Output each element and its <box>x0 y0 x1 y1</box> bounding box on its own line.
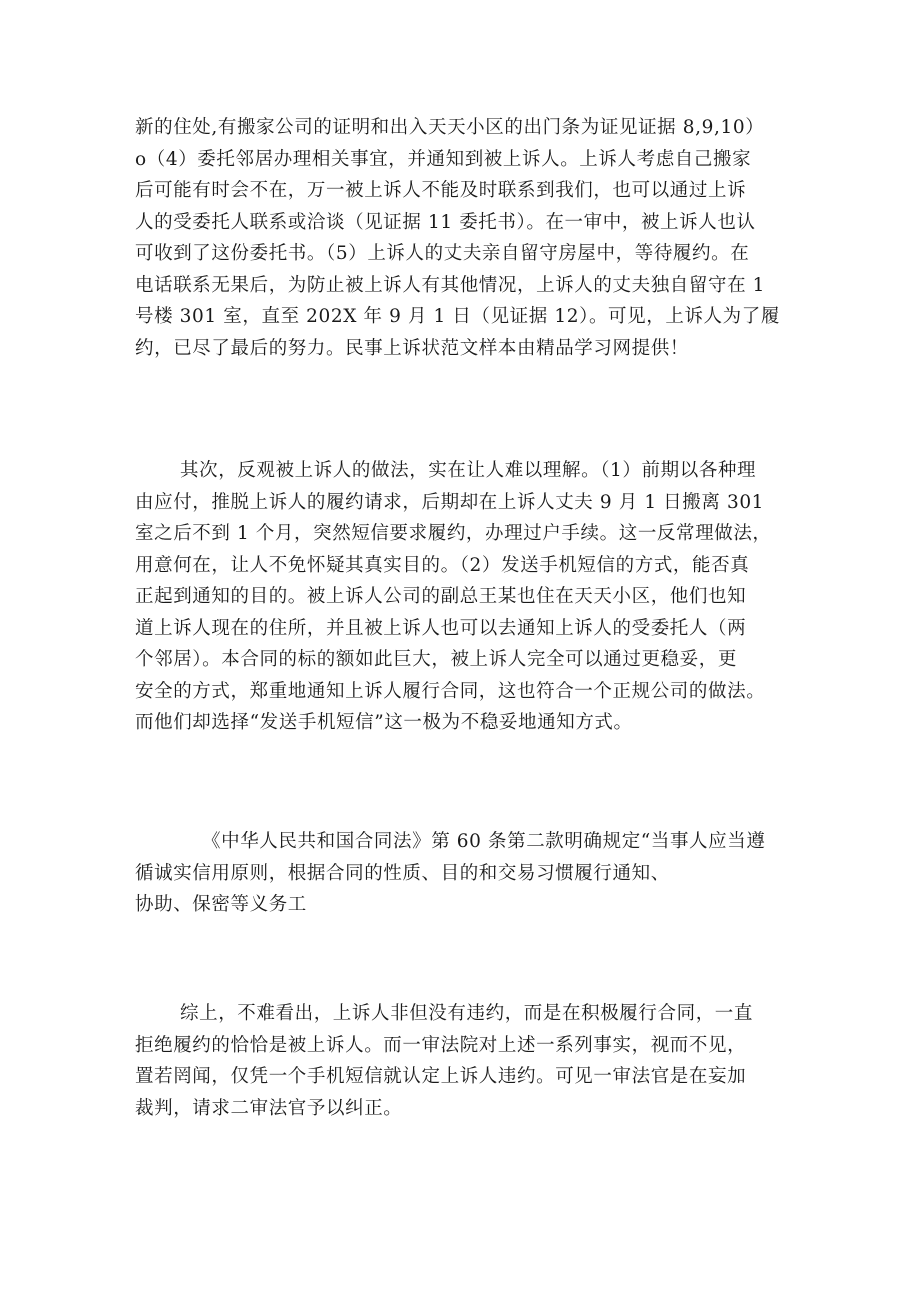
text-line: 正起到通知的目的。被上诉人公司的副总王某也住在天天小区，他们也知 <box>135 586 747 607</box>
text-line: 可收到了这份委托书。（5）上诉人的丈夫亲自留守房屋中，等待履约。在 <box>135 243 750 264</box>
text-line: 用意何在，让人不免怀疑其真实目的。（2）发送手机短信的方式，能否真 <box>135 554 750 576</box>
text-line: 后可能有时会不在，万一被上诉人不能及时联系到我们，也可以通过上诉 <box>135 180 747 201</box>
text-line: 道上诉人现在的住所，并且被上诉人也可以去通知上诉人的受委托人（两 <box>135 617 747 639</box>
text-line: 室之后不到 1 个月，突然短信要求履约，办理过户手续。这一反常理做法， <box>135 523 772 544</box>
paragraph-conclusion <box>135 998 795 1124</box>
text-line: 综上，不难看出，上诉人非但没有违约，而是在积极履行合同，一直 <box>180 1003 754 1024</box>
text-line: 个邻居）。本合同的标的额如此巨大，被上诉人完全可以通过更稳妥，更 <box>135 649 737 670</box>
text-line: 而他们却选择“发送手机短信”这一极为不稳妥地通知方式。 <box>135 712 633 733</box>
text-line: 置若罔闻，仅凭一个手机短信就认定上诉人违约。可见一审法官是在妄加 <box>135 1066 747 1087</box>
paragraph-appellee-conduct <box>135 455 795 739</box>
paragraph-evidence-continuation <box>135 112 795 364</box>
text-line: 号楼 301 室，直至 202X 年 9 月 1 日（见证据 12）。可见，上诉人为了履 <box>135 306 780 327</box>
text-line: 安全的方式，郑重地通知上诉人履行合同，这也符合一个正规公司的做法。 <box>135 680 766 702</box>
text-line: 其次，反观被上诉人的做法，实在让人难以理解。（1）前期以各种理 <box>180 460 757 481</box>
text-line: 电话联系无果后，为防止被上诉人有其他情况，上诉人的丈夫独自留守在 1 <box>135 274 766 296</box>
text-line: 裁判，请求二审法官予以纠正。 <box>135 1097 403 1119</box>
text-line: 人的受委托人联系或洽谈（见证据 11 委托书）。在一审中，被上诉人也认 <box>135 211 756 233</box>
text-line: o（4）委托邻居办理相关事宜，并通知到被上诉人。上诉人考虑自己搬家 <box>135 148 752 170</box>
text-line: 循诚实信用原则，根据合同的性质、目的和交易习惯履行通知、 <box>135 862 670 884</box>
text-line: 《中华人民共和国合同法》第 60 条第二款明确规定“当事人应当遵 <box>202 831 766 852</box>
paragraph-contract-law-citation <box>135 826 795 921</box>
text-line: 协助、保密等义务工 <box>135 894 307 915</box>
text-line: 由应付，推脱上诉人的履约请求，后期却在上诉人丈夫 9 月 1 日搬离 301 <box>135 491 765 513</box>
text-line: 拒绝履约的恰恰是被上诉人。而一审法院对上述一系列事实，视而不见， <box>135 1034 747 1056</box>
text-line: 约，已尽了最后的努力。民事上诉状范文样本由精品学习网提供！ <box>135 337 689 359</box>
text-line: 新的住处,有搬家公司的证明和出入天天小区的出门条为证见证据 8,9,10） <box>135 117 765 138</box>
